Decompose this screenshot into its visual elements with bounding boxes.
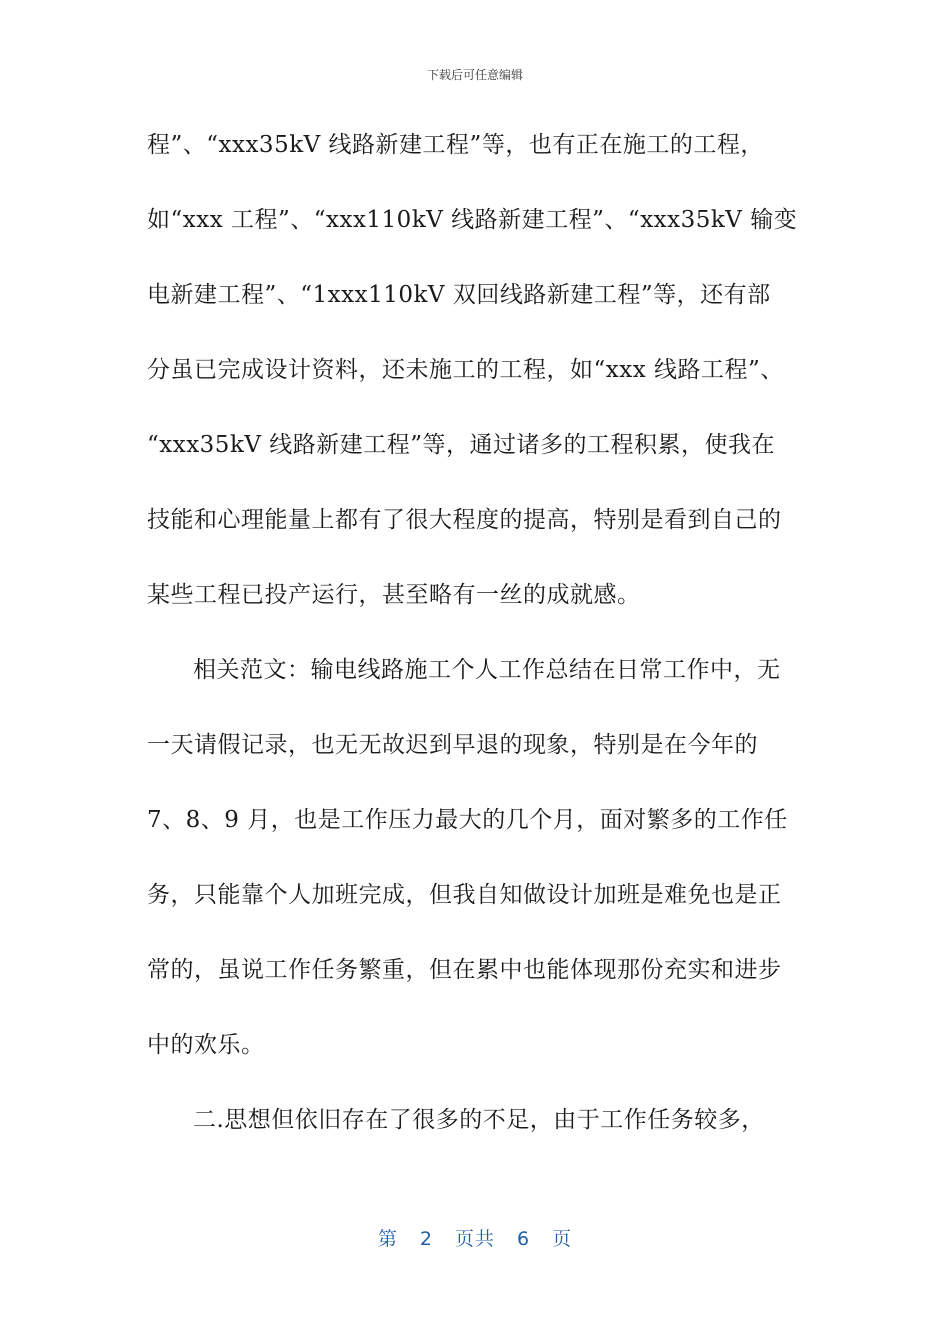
page-footer	[0, 1224, 950, 1251]
body-line: 技能和心理能量上都有了很大程度的提高，特别是看到自己的	[147, 507, 782, 533]
body-line: 一天请假记录，也无无故迟到早退的现象，特别是在今年的	[147, 732, 758, 758]
footer-suffix: 页	[552, 1228, 573, 1250]
body-line: 务，只能靠个人加班完成，但我自知做设计加班是难免也是正	[147, 882, 782, 908]
body-line: 如“xxx 工程”、“xxx110kV 线路新建工程”、“xxx35kV 输变	[147, 207, 798, 233]
page-header: 下载后可任意编辑	[426, 68, 523, 82]
footer-prefix: 第	[377, 1228, 398, 1250]
body-line: 分虽已完成设计资料，还未施工的工程，如“xxx 线路工程”、	[147, 357, 784, 383]
total-page-count: 6	[517, 1228, 531, 1250]
body-line: 电新建工程”、“1xxx110kV 双回线路新建工程”等，还有部	[147, 282, 771, 308]
paragraph-start-line: 相关范文：输电线路施工个人工作总结在日常工作中，无	[193, 657, 781, 683]
body-line: 中的欢乐。	[147, 1032, 265, 1058]
document-body	[147, 120, 807, 1170]
body-line: 程”、“xxx35kV 线路新建工程”等，也有正在施工的工程，	[147, 132, 764, 158]
footer-middle: 页共	[454, 1228, 495, 1250]
body-line: 某些工程已投产运行，甚至略有一丝的成就感。	[147, 582, 641, 608]
paragraph-start-line: 二.思想但依旧存在了很多的不足，由于工作任务较多，	[193, 1107, 765, 1133]
body-line: 7、8、9 月，也是工作压力最大的几个月，面对繁多的工作任	[147, 807, 788, 833]
body-line: “xxx35kV 线路新建工程”等，通过诸多的工程积累，使我在	[147, 432, 776, 458]
current-page-number: 2	[419, 1228, 433, 1250]
body-line: 常的，虽说工作任务繁重，但在累中也能体现那份充实和进步	[147, 957, 782, 983]
